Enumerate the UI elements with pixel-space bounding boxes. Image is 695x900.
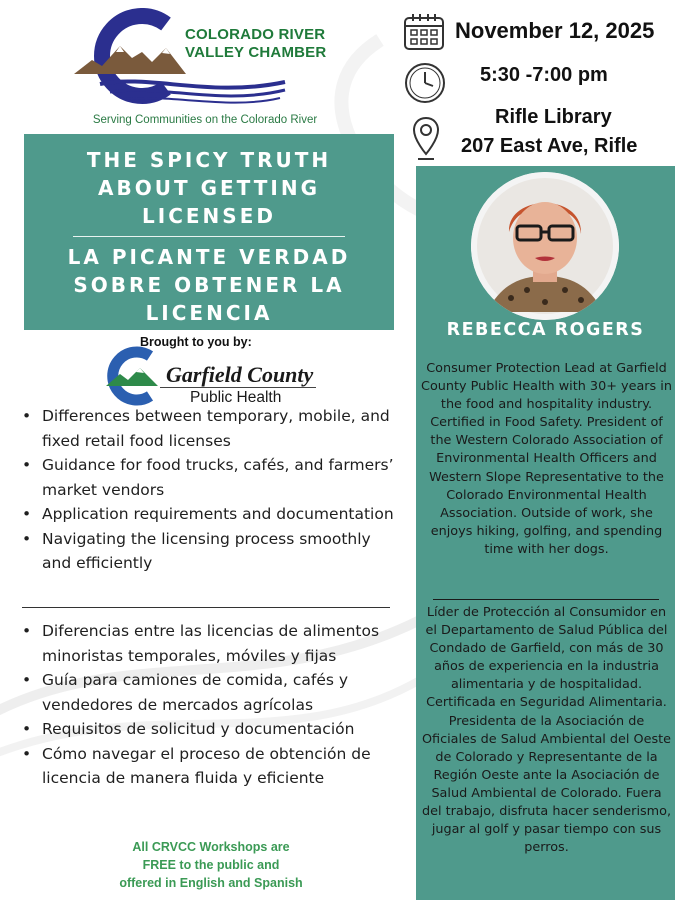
event-location-line2: 207 East Ave, Rifle: [461, 135, 638, 157]
topic-en-text: Guidance for food trucks, cafés, and farmers’ market vendors: [42, 456, 394, 499]
list-item: [22, 742, 402, 791]
footer-line2: FREE to the public and: [142, 858, 280, 872]
footer-note: [96, 838, 326, 892]
title-es-line2: SOBRE OBTENER LA: [73, 273, 345, 297]
chamber-name: [185, 26, 355, 62]
bullet-icon: •: [22, 744, 32, 763]
bullet-icon: •: [22, 529, 32, 548]
bullet-icon: •: [22, 671, 32, 689]
event-time: 5:30 -7:00 pm: [480, 64, 608, 86]
speaker-name: REBECCA ROGERS: [446, 320, 645, 340]
topic-en-text: Differences between temporary, mobile, and fixed retail food licenses: [42, 407, 390, 450]
topic-en-text: Navigating the licensing process smoothly and efficiently: [42, 529, 371, 572]
chamber-name-line1: COLORADO RIVER: [185, 26, 326, 43]
bullet-icon: •: [22, 505, 32, 523]
list-item: [22, 527, 402, 576]
list-item: [22, 453, 402, 502]
bullet-icon: •: [22, 407, 32, 425]
list-item: [22, 502, 402, 527]
speaker-portrait-illustration: [471, 172, 619, 320]
topic-es-text: Diferencias entre las licencias de alimentos minoristas temporales, móviles y fijas: [42, 622, 380, 665]
title-es-line3: LICENCIA: [145, 301, 273, 325]
event-location-line1: Rifle Library: [495, 106, 612, 128]
topic-es-text: Cómo navegar el proceso de obtención de licencia de manera fluida y eficiente: [42, 744, 371, 787]
location-pin-icon: [412, 116, 440, 162]
topics-es-list: [22, 619, 402, 791]
topic-es-text: Requisitos de solicitud y documentación: [42, 720, 355, 738]
title-en-line3: LICENSED: [142, 204, 276, 228]
event-date: November 12, 2025: [455, 18, 655, 43]
brought-to-you-label: Brought to you by:: [140, 335, 252, 349]
topics-en-list: [22, 404, 402, 576]
topic-en-text: Application requirements and documentation: [42, 505, 394, 523]
clock-icon: [404, 62, 446, 104]
speaker-photo: [471, 172, 619, 320]
title-es-line1: LA PICANTE VERDAD: [67, 245, 351, 269]
list-item: [22, 717, 402, 742]
bullet-icon: •: [22, 622, 32, 640]
list-item: [22, 668, 402, 717]
title-divider: [73, 236, 345, 237]
calendar-icon: [403, 12, 445, 52]
footer-line3: offered in English and Spanish: [119, 876, 303, 890]
bullet-icon: •: [22, 720, 32, 738]
speaker-bio-es: Líder de Protección al Consumidor en el Departamento de Salud Pública del Condado de Garfield, con más de 30 años de experiencia en la industria alimentaria y de hospitalidad. Certificada en Seguridad Alimentaria. Presidenta de la Asociación de Oficiales de Salud Ambiental del Oeste de Colorado y Representante de la Región Oeste ante la Asociación de Salud Ambiental de Colorado. Fuera del trabajo, disfruta hacer senderismo, jugar al golf y pasar tiempo con sus perros.: [421, 605, 672, 856]
title-en-line2: ABOUT GETTING: [98, 176, 320, 200]
bio-divider: [433, 599, 659, 600]
sponsor-name: Garfield County: [166, 362, 314, 387]
sponsor-rule: [160, 387, 316, 388]
list-item: [22, 404, 402, 453]
topic-es-text: Guía para camiones de comida, cafés y vendedores de mercados agrícolas: [42, 671, 349, 714]
speaker-bio-en: Consumer Protection Lead at Garfield County Public Health with 30+ years in the food and hospitality industry. Certified in Food Safety. President of the Western Colorado Association of Environmental Health Officers and Western Slope Representative to the Colorado Environmental Health Association. Outside of work, she enjoys hiking, golfing, and spending time with her dogs.: [421, 361, 672, 557]
sponsor-subname: Public Health: [190, 389, 282, 406]
title-en-line1: THE SPICY TRUTH: [86, 148, 332, 172]
title-box: [24, 134, 394, 330]
list-divider: [22, 607, 390, 608]
footer-line1: All CRVCC Workshops are: [132, 840, 290, 854]
chamber-tagline: Serving Communities on the Colorado River: [92, 114, 318, 126]
bullet-icon: •: [22, 456, 32, 474]
chamber-name-line2: VALLEY CHAMBER: [185, 44, 327, 61]
list-item: [22, 619, 402, 668]
